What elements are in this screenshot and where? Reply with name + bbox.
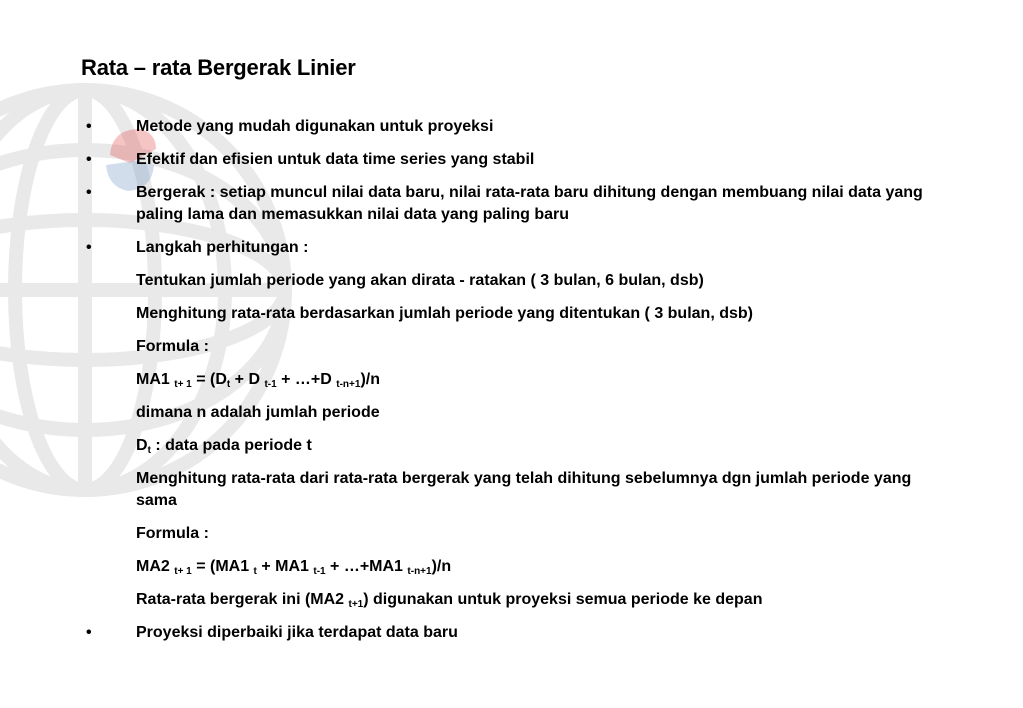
bullet-icon: • — [86, 151, 92, 168]
bullet-icon: • — [86, 624, 92, 641]
list-item: Langkah perhitungan : — [136, 239, 309, 256]
list-item: Bergerak : setiap muncul nilai data baru, nilai rata-rata baru dihitung dengan membuang nilai data yang paling lama dan memasukkan nilai data yang paling baru — [136, 184, 923, 223]
bullet-icon: • — [86, 184, 92, 201]
sub-item: Formula : — [136, 525, 209, 542]
formula-ma1: MA1 $_{t+ 1} = (D_t + D$ $_{t-1}$ + …+D $_{t-n+1}$)/n — [136, 371, 380, 390]
sub-item: Menghitung rata-rata berdasarkan jumlah periode yang ditentukan ( 3 bulan, dsb) — [136, 305, 753, 322]
bullet-icon: • — [86, 118, 92, 135]
slide-title: Rata – rata Bergerak Linier — [81, 55, 356, 80]
ma2-usage: Rata-rata bergerak ini (MA2 $_{t+1}$) digunakan untuk proyeksi semua periode ke depan — [136, 591, 763, 610]
formula-ma2: MA2 $_{t+ 1}$ = (MA1 $_t$ + MA1 $_{t-1}$ + …+MA1 $_{t-n+1}$)/n — [136, 558, 452, 577]
list-item: Efektif dan efisien untuk data time series yang stabil — [136, 151, 535, 168]
list-item: Proyeksi diperbaiki jika terdapat data baru — [136, 624, 458, 641]
list-item: Metode yang mudah digunakan untuk proyeksi — [136, 118, 494, 135]
sub-item: dimana n adalah jumlah periode — [136, 404, 380, 421]
dt-definition: $D_t$ : data pada periode t — [136, 437, 312, 456]
bullet-icon: • — [86, 239, 92, 256]
sub-item: Formula : — [136, 338, 209, 355]
sub-item: Tentukan jumlah periode yang akan dirata - ratakan ( 3 bulan, 6 bulan, dsb) — [136, 272, 704, 289]
sub-item: Menghitung rata-rata dari rata-rata bergerak yang telah dihitung sebelumnya dgn jumlah periode yang sama — [136, 470, 912, 509]
